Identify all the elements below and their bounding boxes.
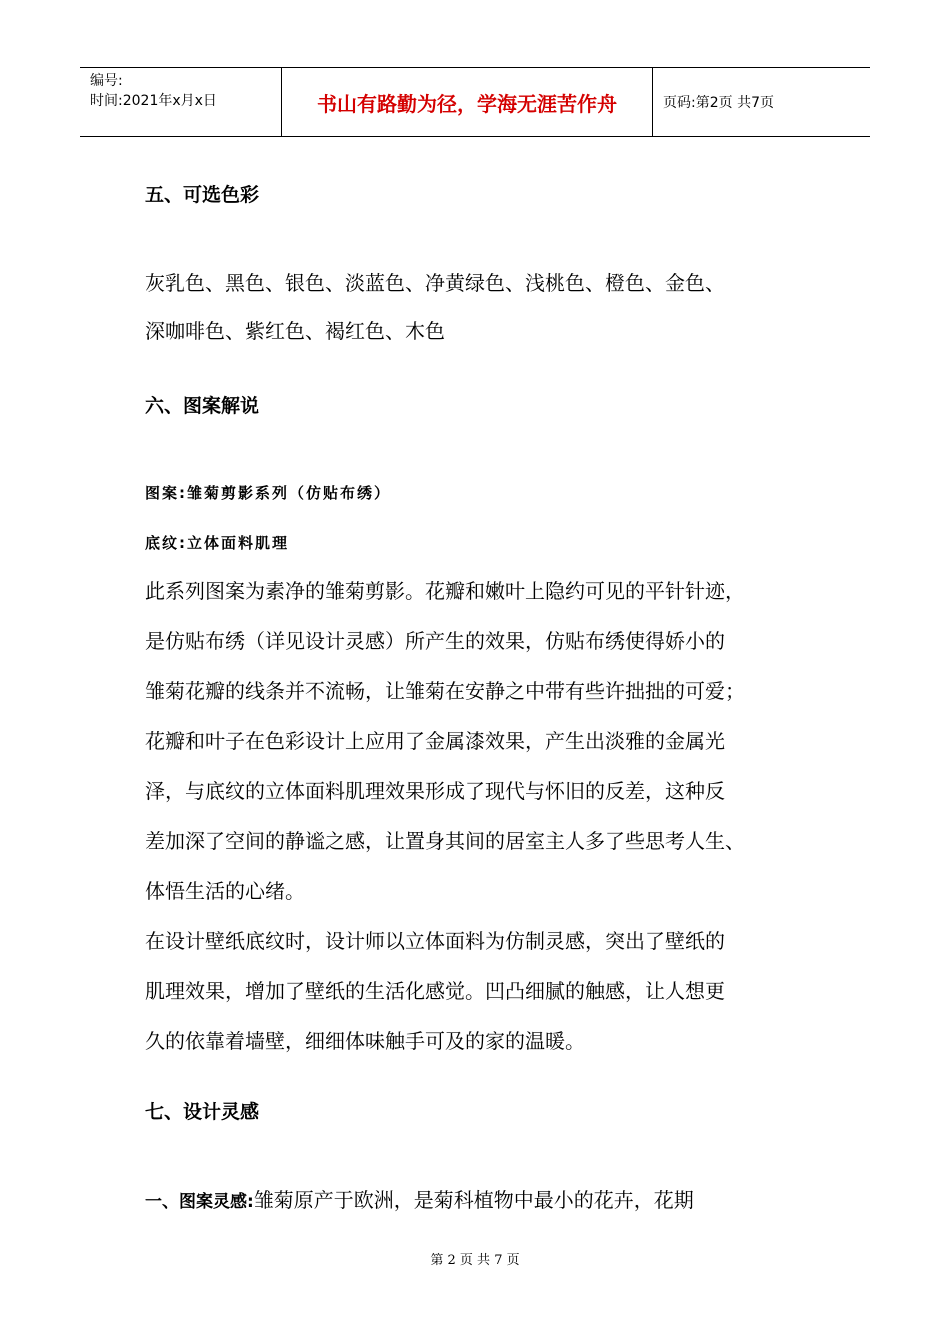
inspiration-item-1-text: 雏菊原产于欧洲，是菊科植物中最小的花卉，花期 bbox=[253, 1188, 694, 1212]
header-meta bbox=[80, 68, 282, 136]
para1-line-4: 花瓣和叶子在色彩设计上应用了金属漆效果，产生出淡雅的金属光 bbox=[145, 729, 725, 753]
page-footer: 第 2 页 共 7 页 bbox=[430, 1253, 520, 1268]
base-label: 底纹:立体面料肌理 bbox=[145, 534, 289, 552]
colors-line-2: 深咖啡色、紫红色、褐红色、木色 bbox=[145, 319, 445, 343]
document-header bbox=[80, 67, 870, 137]
para2-line-3: 久的依靠着墙壁，细细体味触手可及的家的温暖。 bbox=[145, 1029, 585, 1053]
header-motto: 书山有路勤为径，学海无涯苦作舟 bbox=[282, 68, 653, 136]
section-heading-inspiration: 七、设计灵感 bbox=[145, 1101, 260, 1123]
inspiration-item-1 bbox=[145, 1175, 694, 1227]
para1-line-5: 泽，与底纹的立体面料肌理效果形成了现代与怀旧的反差，这种反 bbox=[145, 779, 725, 803]
header-page-label: 页码:第2页 共7页 bbox=[663, 95, 774, 111]
para1-line-2: 是仿贴布绣（详见设计灵感）所产生的效果，仿贴布绣使得娇小的 bbox=[145, 629, 725, 653]
para2-line-2: 肌理效果，增加了壁纸的生活化感觉。凹凸细腻的触感，让人想更 bbox=[145, 979, 725, 1003]
inspiration-item-1-label: 一、图案灵感: bbox=[145, 1192, 254, 1212]
number-label: 编号: bbox=[90, 73, 123, 89]
pattern-label: 图案:雏菊剪影系列（仿贴布绣） bbox=[145, 484, 392, 502]
colors-line-1: 灰乳色、黑色、银色、淡蓝色、净黄绿色、浅桃色、橙色、金色、 bbox=[145, 271, 725, 295]
section-heading-colors: 五、可选色彩 bbox=[145, 184, 260, 206]
para1-line-3: 雏菊花瓣的线条并不流畅，让雏菊在安静之中带有些许拙拙的可爱； bbox=[145, 679, 745, 703]
section-heading-pattern: 六、图案解说 bbox=[145, 395, 260, 417]
para1-line-1: 此系列图案为素净的雏菊剪影。花瓣和嫩叶上隐约可见的平针针迹， bbox=[145, 579, 745, 603]
para2-line-1: 在设计壁纸底纹时，设计师以立体面料为仿制灵感，突出了壁纸的 bbox=[145, 929, 725, 953]
para1-line-7: 体悟生活的心绪。 bbox=[145, 879, 305, 903]
para1-line-6: 差加深了空间的静谧之感，让置身其间的居室主人多了些思考人生、 bbox=[145, 829, 745, 853]
time-label: 时间:2021年x月x日 bbox=[90, 93, 217, 109]
